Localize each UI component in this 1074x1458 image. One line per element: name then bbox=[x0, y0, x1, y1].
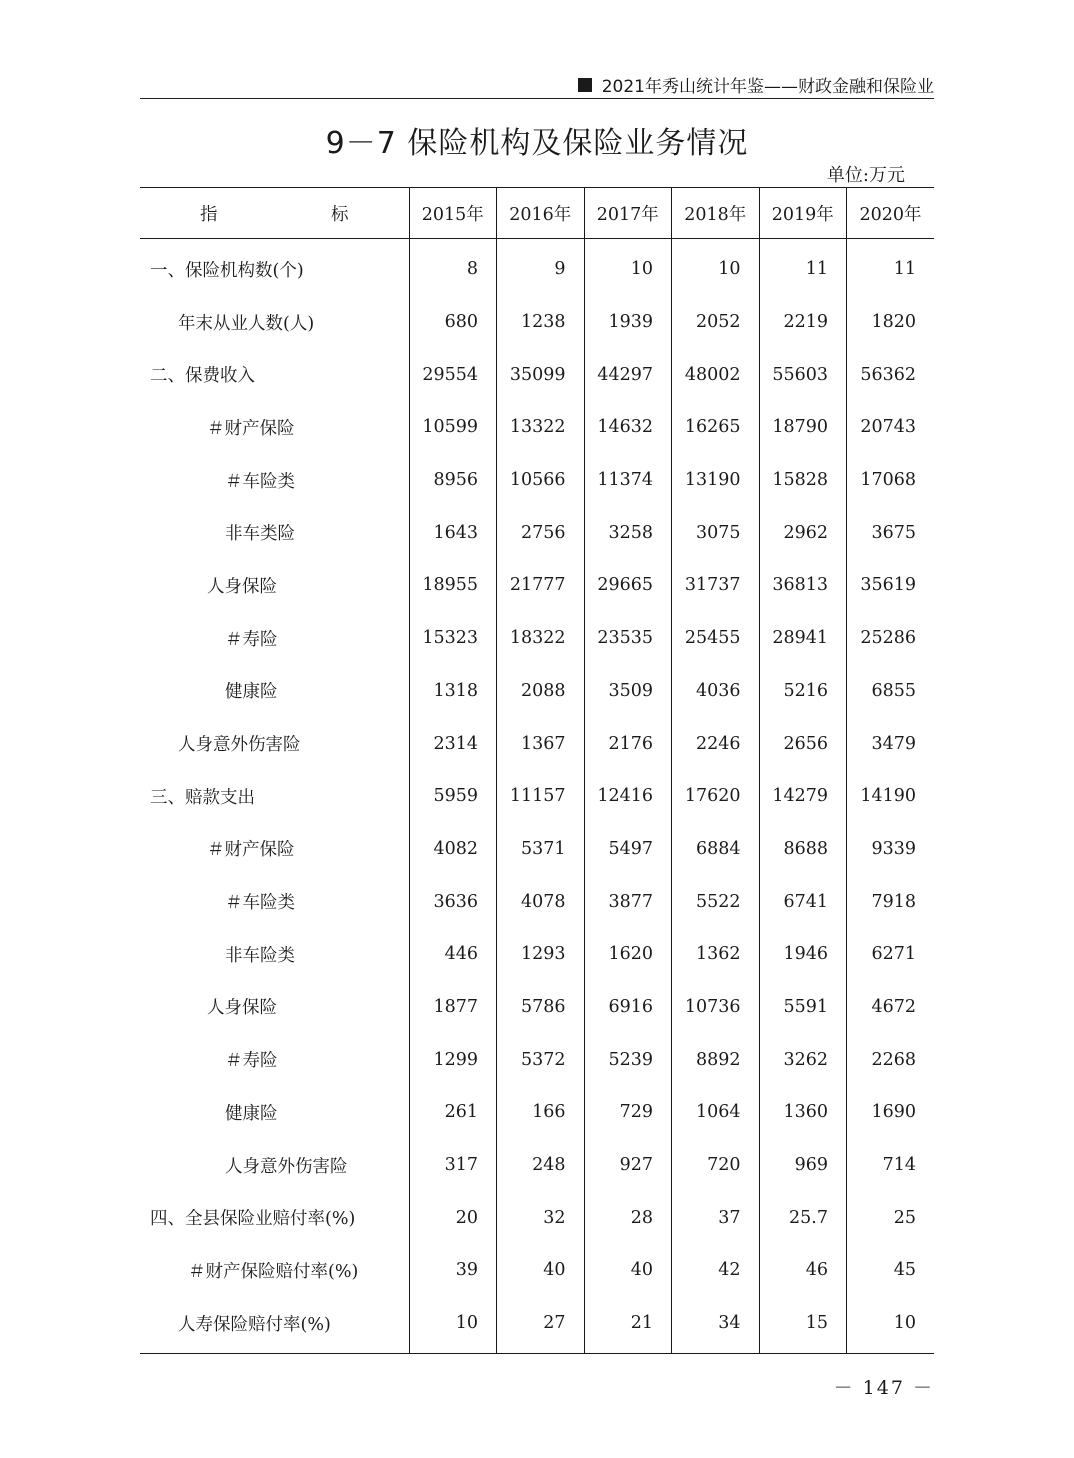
cell-value: 2268 bbox=[847, 1033, 935, 1086]
insurance-table bbox=[140, 187, 934, 1354]
table-row bbox=[140, 348, 934, 401]
cell-value: 28 bbox=[584, 1191, 672, 1244]
running-header-content bbox=[578, 72, 934, 97]
cell-value: 18955 bbox=[409, 559, 497, 612]
cell-value: 5372 bbox=[497, 1033, 585, 1086]
cell-value: 1643 bbox=[409, 506, 497, 559]
cell-value: 21 bbox=[584, 1297, 672, 1354]
row-label: 健康险 bbox=[225, 682, 278, 703]
table-row bbox=[140, 1086, 934, 1139]
table-row bbox=[140, 823, 934, 876]
cell-value: 1293 bbox=[497, 928, 585, 981]
black-square-icon bbox=[578, 78, 592, 92]
row-label: ＃寿险 bbox=[225, 1051, 278, 1072]
cell-value: 6271 bbox=[847, 928, 935, 981]
cell-value: 3479 bbox=[847, 717, 935, 770]
column-header-year: 2017年 bbox=[584, 188, 672, 239]
cell-value: 166 bbox=[497, 1086, 585, 1139]
cell-value: 14190 bbox=[847, 770, 935, 823]
cell-value: 17620 bbox=[672, 770, 760, 823]
row-label: 非车险类 bbox=[225, 945, 295, 966]
row-label: ＃寿险 bbox=[225, 629, 278, 650]
table-row bbox=[140, 1297, 934, 1354]
cell-value: 1318 bbox=[409, 665, 497, 718]
cell-value: 4078 bbox=[497, 875, 585, 928]
cell-value: 11374 bbox=[584, 454, 672, 507]
column-header-year: 2018年 bbox=[672, 188, 760, 239]
cell-value: 25286 bbox=[847, 612, 935, 665]
cell-value: 35099 bbox=[497, 348, 585, 401]
cell-value: 3509 bbox=[584, 665, 672, 718]
cell-value: 46 bbox=[759, 1244, 847, 1297]
row-label: ＃财产保险赔付率(%) bbox=[188, 1261, 359, 1282]
table-header bbox=[140, 188, 934, 239]
cell-value: 45 bbox=[847, 1244, 935, 1297]
cell-value: 15 bbox=[759, 1297, 847, 1354]
cell-value: 16265 bbox=[672, 401, 760, 454]
cell-value: 446 bbox=[409, 928, 497, 981]
cell-value: 6884 bbox=[672, 823, 760, 876]
cell-value: 18322 bbox=[497, 612, 585, 665]
header-row bbox=[140, 188, 934, 239]
cell-value: 48002 bbox=[672, 348, 760, 401]
cell-value: 5239 bbox=[584, 1033, 672, 1086]
cell-value: 969 bbox=[759, 1139, 847, 1192]
cell-value: 1820 bbox=[847, 296, 935, 349]
cell-value: 2088 bbox=[497, 665, 585, 718]
cell-value: 317 bbox=[409, 1139, 497, 1192]
cell-value: 3636 bbox=[409, 875, 497, 928]
row-label: 人身意外伤害险 bbox=[225, 1156, 348, 1177]
cell-value: 27 bbox=[497, 1297, 585, 1354]
cell-value: 720 bbox=[672, 1139, 760, 1192]
cell-value: 729 bbox=[584, 1086, 672, 1139]
cell-value: 1620 bbox=[584, 928, 672, 981]
table-row bbox=[140, 717, 934, 770]
row-label: 三、赔款支出 bbox=[150, 787, 255, 808]
cell-value: 11157 bbox=[497, 770, 585, 823]
cell-value: 5497 bbox=[584, 823, 672, 876]
cell-value: 1939 bbox=[584, 296, 672, 349]
cell-value: 29665 bbox=[584, 559, 672, 612]
cell-value: 10 bbox=[847, 1297, 935, 1354]
cell-value: 10 bbox=[584, 239, 672, 296]
cell-value: 8892 bbox=[672, 1033, 760, 1086]
column-header-year: 2016年 bbox=[497, 188, 585, 239]
cell-value: 11 bbox=[759, 239, 847, 296]
cell-value: 1360 bbox=[759, 1086, 847, 1139]
cell-value: 3877 bbox=[584, 875, 672, 928]
table-row bbox=[140, 770, 934, 823]
cell-value: 5522 bbox=[672, 875, 760, 928]
cell-value: 2962 bbox=[759, 506, 847, 559]
column-header-year: 2019年 bbox=[759, 188, 847, 239]
cell-value: 7918 bbox=[847, 875, 935, 928]
row-label: ＃财产保险 bbox=[207, 418, 295, 439]
cell-value: 6855 bbox=[847, 665, 935, 718]
table-row bbox=[140, 1139, 934, 1192]
row-label: 人身保险 bbox=[207, 998, 277, 1019]
cell-value: 6741 bbox=[759, 875, 847, 928]
column-header-year: 2015年 bbox=[409, 188, 497, 239]
table-title: 9－7 保险机构及保险业务情况 bbox=[325, 126, 749, 161]
cell-value: 10736 bbox=[672, 981, 760, 1034]
cell-value: 18790 bbox=[759, 401, 847, 454]
cell-value: 17068 bbox=[847, 454, 935, 507]
cell-value: 14279 bbox=[759, 770, 847, 823]
row-label: 人身意外伤害险 bbox=[178, 735, 301, 756]
cell-value: 2656 bbox=[759, 717, 847, 770]
cell-value: 9 bbox=[497, 239, 585, 296]
cell-value: 248 bbox=[497, 1139, 585, 1192]
table-row bbox=[140, 454, 934, 507]
cell-value: 1946 bbox=[759, 928, 847, 981]
cell-value: 11 bbox=[847, 239, 935, 296]
cell-value: 3675 bbox=[847, 506, 935, 559]
cell-value: 3258 bbox=[584, 506, 672, 559]
row-label: 人身保险 bbox=[207, 576, 277, 597]
cell-value: 1064 bbox=[672, 1086, 760, 1139]
cell-value: 15323 bbox=[409, 612, 497, 665]
cell-value: 2314 bbox=[409, 717, 497, 770]
cell-value: 39 bbox=[409, 1244, 497, 1297]
cell-value: 1367 bbox=[497, 717, 585, 770]
running-header bbox=[140, 60, 934, 99]
column-header-year: 2020年 bbox=[847, 188, 935, 239]
row-label: 健康险 bbox=[225, 1103, 278, 1124]
cell-value: 1238 bbox=[497, 296, 585, 349]
row-label: 人寿保险赔付率(%) bbox=[178, 1314, 331, 1335]
cell-value: 261 bbox=[409, 1086, 497, 1139]
row-label: ＃车险类 bbox=[225, 893, 295, 914]
table-row bbox=[140, 1191, 934, 1244]
cell-value: 29554 bbox=[409, 348, 497, 401]
cell-value: 1690 bbox=[847, 1086, 935, 1139]
cell-value: 21777 bbox=[497, 559, 585, 612]
cell-value: 6916 bbox=[584, 981, 672, 1034]
cell-value: 55603 bbox=[759, 348, 847, 401]
table-row bbox=[140, 296, 934, 349]
cell-value: 10 bbox=[672, 239, 760, 296]
cell-value: 32 bbox=[497, 1191, 585, 1244]
cell-value: 5371 bbox=[497, 823, 585, 876]
cell-value: 9339 bbox=[847, 823, 935, 876]
row-label: 年末从业人数(人) bbox=[178, 313, 315, 334]
cell-value: 31737 bbox=[672, 559, 760, 612]
cell-value: 3262 bbox=[759, 1033, 847, 1086]
cell-value: 12416 bbox=[584, 770, 672, 823]
cell-value: 25.7 bbox=[759, 1191, 847, 1244]
table-row bbox=[140, 239, 934, 296]
table-body bbox=[140, 239, 934, 1354]
cell-value: 37 bbox=[672, 1191, 760, 1244]
cell-value: 36813 bbox=[759, 559, 847, 612]
cell-value: 2246 bbox=[672, 717, 760, 770]
cell-value: 680 bbox=[409, 296, 497, 349]
cell-value: 20 bbox=[409, 1191, 497, 1244]
cell-value: 4036 bbox=[672, 665, 760, 718]
cell-value: 2052 bbox=[672, 296, 760, 349]
cell-value: 2176 bbox=[584, 717, 672, 770]
cell-value: 10566 bbox=[497, 454, 585, 507]
cell-value: 13322 bbox=[497, 401, 585, 454]
page-number: － 147 － bbox=[833, 1377, 934, 1399]
table-row bbox=[140, 1244, 934, 1297]
row-label: ＃财产保险 bbox=[207, 840, 295, 861]
cell-value: 40 bbox=[584, 1244, 672, 1297]
cell-value: 5591 bbox=[759, 981, 847, 1034]
cell-value: 1299 bbox=[409, 1033, 497, 1086]
running-header-text: 2021年秀山统计年鉴——财政金融和保险业 bbox=[601, 77, 934, 97]
table-row bbox=[140, 506, 934, 559]
row-label: ＃车险类 bbox=[225, 471, 295, 492]
cell-value: 44297 bbox=[584, 348, 672, 401]
cell-value: 34 bbox=[672, 1297, 760, 1354]
column-header-indicator: 指 标 bbox=[140, 188, 409, 239]
cell-value: 8688 bbox=[759, 823, 847, 876]
cell-value: 42 bbox=[672, 1244, 760, 1297]
cell-value: 23535 bbox=[584, 612, 672, 665]
cell-value: 1362 bbox=[672, 928, 760, 981]
cell-value: 35619 bbox=[847, 559, 935, 612]
row-label: 一、保险机构数(个) bbox=[150, 260, 304, 281]
unit-label: 单位:万元 bbox=[826, 165, 905, 186]
cell-value: 8 bbox=[409, 239, 497, 296]
cell-value: 5959 bbox=[409, 770, 497, 823]
cell-value: 4672 bbox=[847, 981, 935, 1034]
table-row bbox=[140, 1033, 934, 1086]
cell-value: 3075 bbox=[672, 506, 760, 559]
cell-value: 4082 bbox=[409, 823, 497, 876]
cell-value: 1877 bbox=[409, 981, 497, 1034]
cell-value: 5786 bbox=[497, 981, 585, 1034]
cell-value: 2219 bbox=[759, 296, 847, 349]
cell-value: 714 bbox=[847, 1139, 935, 1192]
cell-value: 10 bbox=[409, 1297, 497, 1354]
cell-value: 20743 bbox=[847, 401, 935, 454]
cell-value: 25455 bbox=[672, 612, 760, 665]
cell-value: 5216 bbox=[759, 665, 847, 718]
table-row bbox=[140, 981, 934, 1034]
row-label: 二、保费收入 bbox=[150, 366, 255, 387]
cell-value: 2756 bbox=[497, 506, 585, 559]
cell-value: 14632 bbox=[584, 401, 672, 454]
cell-value: 40 bbox=[497, 1244, 585, 1297]
table-row bbox=[140, 612, 934, 665]
cell-value: 13190 bbox=[672, 454, 760, 507]
cell-value: 927 bbox=[584, 1139, 672, 1192]
row-label: 非车类险 bbox=[225, 524, 295, 545]
cell-value: 15828 bbox=[759, 454, 847, 507]
table-row bbox=[140, 665, 934, 718]
table-row bbox=[140, 559, 934, 612]
cell-value: 28941 bbox=[759, 612, 847, 665]
table-row bbox=[140, 401, 934, 454]
cell-value: 8956 bbox=[409, 454, 497, 507]
table-row bbox=[140, 875, 934, 928]
cell-value: 56362 bbox=[847, 348, 935, 401]
cell-value: 10599 bbox=[409, 401, 497, 454]
cell-value: 25 bbox=[847, 1191, 935, 1244]
row-label: 四、全县保险业赔付率(%) bbox=[150, 1209, 356, 1230]
table-row bbox=[140, 928, 934, 981]
